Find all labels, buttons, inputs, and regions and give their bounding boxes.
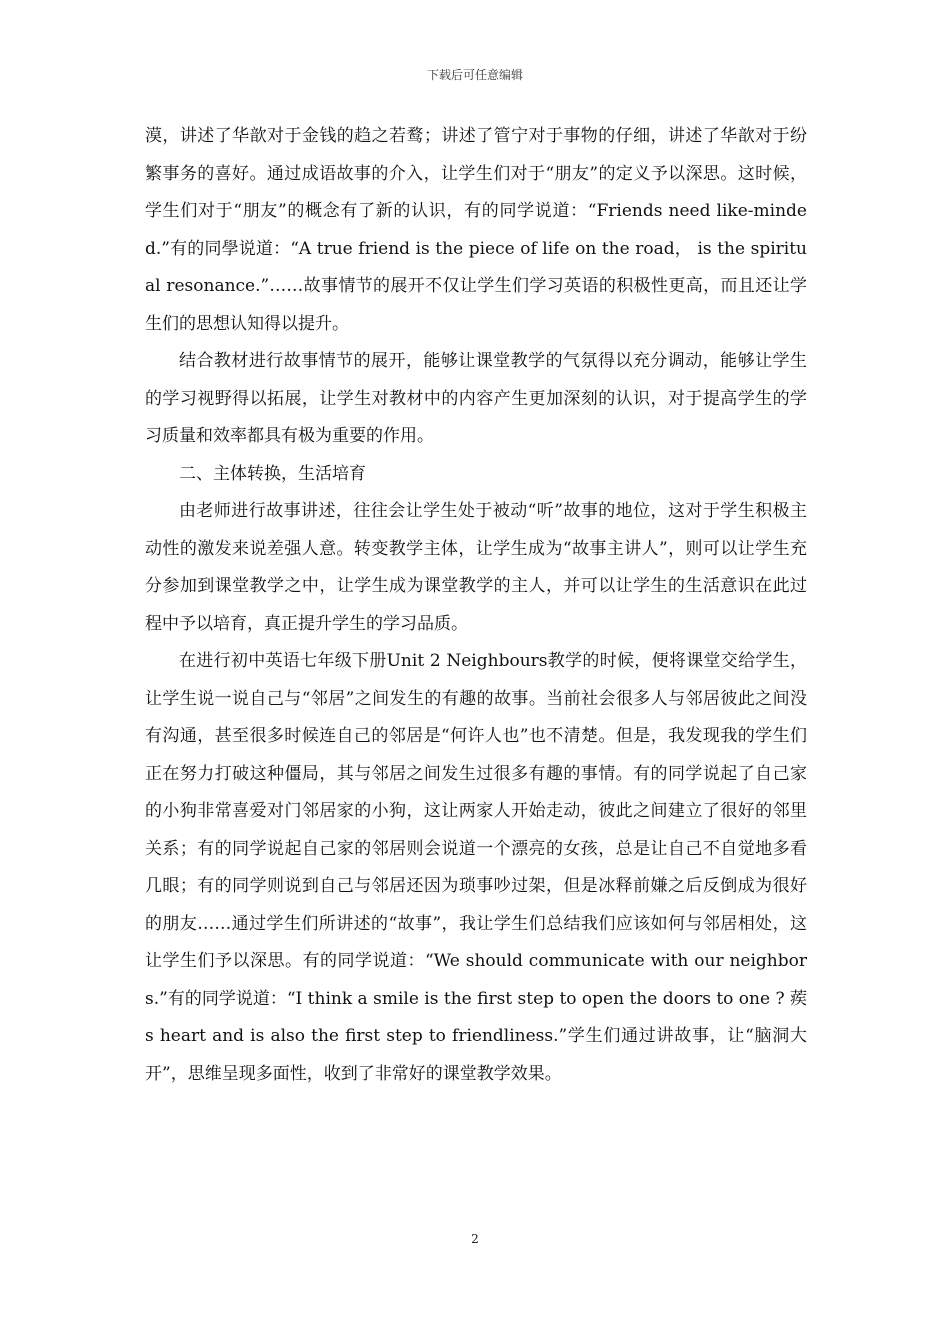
paragraph-continued: 漠，讲述了华歆对于金钱的趋之若鹜；讲述了管宁对于事物的仔细，讲述了华歆对于纷繁事务的喜好。通过成语故事的介入，让学生们对于“朋友”的定义予以深思。这时候，学生们对于“朋友”的概念有了新的认识，有的同学说道：“Friends need like-minded.”有的同學说道：“A true friend is the piece of life on the road， is the spiritual resonance.”……故事情节的展开不仅让学生们学习英语的积极性更高，而且还让学生们的思想认知得以提升。: [145, 126, 807, 334]
page-header: 下载后可任意编辑: [426, 68, 523, 82]
paragraph: 结合教材进行故事情节的展开，能够让课堂教学的气氛得以充分调动，能够让学生的学习视野得以拓展，让学生对教材中的内容产生更加深刻的认识，对于提高学生的学习质量和效率都具有极为重要的作用。: [145, 351, 807, 446]
section-heading: 二、主体转换，生活培育: [179, 463, 366, 484]
paragraph: 由老师进行故事讲述，往往会让学生处于被动“听”故事的地位，这对于学生积极主动性的激发来说差强人意。转变教学主体，让学生成为“故事主讲人”，则可以让学生充分参加到课堂教学之中，让学生成为课堂教学的主人，并可以让学生的生活意识在此过程中予以培育，真正提升学生的学习品质。: [145, 501, 807, 634]
document-body: [145, 118, 807, 1093]
paragraph: 在进行初中英语七年级下册Unit 2 Neighbours教学的时候，便将课堂交给学生，让学生说一说自己与“邻居”之间发生的有趣的故事。当前社会很多人与邻居彼此之间没有沟通，甚至很多时候连自己的邻居是“何许人也”也不清楚。但是，我发现我的学生们正在努力打破这种僵局，其与邻居之间发生过很多有趣的事情。有的同学说起了自己家的小狗非常喜爱对门邻居家的小狗，这让两家人开始走动，彼此之间建立了很好的邻里关系；有的同学说起自己家的邻居则会说道一个漂亮的女孩，总是让自己不自觉地多看几眼；有的同学则说到自己与邻居还因为琐事吵过架，但是冰释前嫌之后反倒成为很好的朋友……通过学生们所讲述的“故事”，我让学生们总结我们应该如何与邻居相处，这让学生们予以深思。有的同学说道：“We should communicate with our neighbors.”有的同学说道：“I think a smile is the first step to open the doors to one ? 蒺 s heart and is also the first step to friendliness.”学生们通过讲故事，让“脑洞大开”，思维呈现多面性，收到了非常好的课堂教学效果。: [145, 651, 807, 1084]
page-number: 2: [471, 1232, 479, 1246]
